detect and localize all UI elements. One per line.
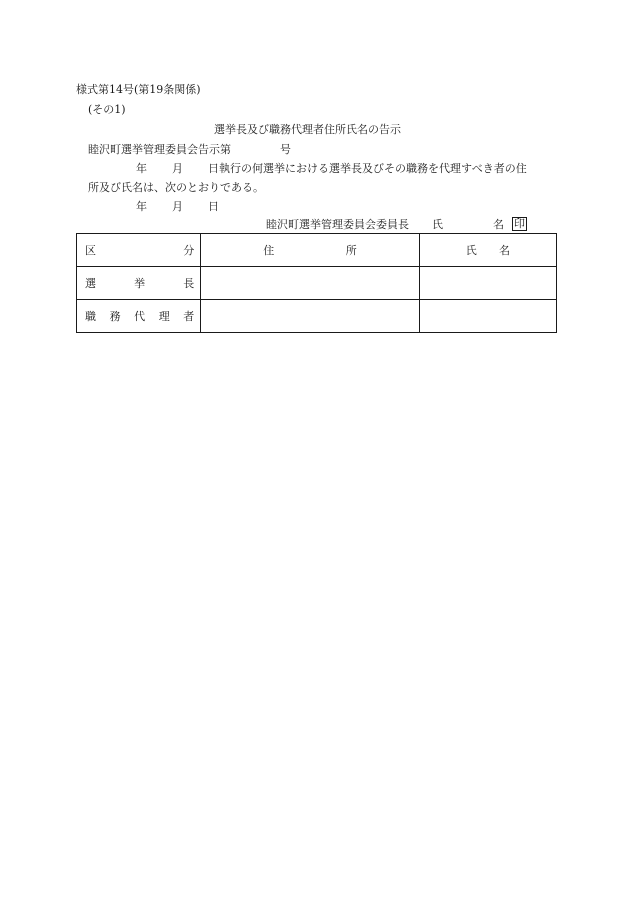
header-shimei-char2: 名: [499, 244, 510, 257]
signature-mei: 名: [493, 218, 504, 231]
notice-issuer: 睦沢町選挙管理委員会告示第: [88, 143, 231, 156]
header-kubun-char2: 分: [183, 244, 195, 257]
issue-date-year: 年: [136, 200, 147, 213]
label-char: 挙: [134, 277, 146, 290]
notice-title: 選挙長及び職務代理者住所氏名の告示: [214, 123, 401, 136]
signature-title: 睦沢町選挙管理委員会委員長: [266, 218, 409, 231]
row-address-cell[interactable]: [201, 300, 419, 333]
body-month: 月: [172, 162, 183, 175]
signature-shi: 氏: [432, 218, 443, 231]
header-kubun: [77, 234, 201, 267]
label-char: 代: [134, 310, 146, 323]
label-char: 職: [85, 310, 96, 323]
seal-mark: [508, 217, 527, 231]
row-name-cell[interactable]: [419, 300, 556, 333]
notice-number-suffix: 号: [280, 143, 291, 156]
header-kubun-char1: 区: [85, 244, 96, 257]
label-char: 務: [109, 310, 121, 323]
body-year: 年: [136, 162, 147, 175]
row-name-cell[interactable]: [419, 267, 556, 300]
table-header-row: [77, 234, 557, 267]
body-text-line2: 所及び氏名は、次のとおりである。: [88, 181, 264, 194]
issue-date-day: 日: [208, 200, 219, 213]
row-address-cell[interactable]: [201, 267, 419, 300]
form-number: 様式第14号(第19条関係): [76, 83, 201, 96]
seal-stamp: 印: [514, 217, 525, 230]
notice-table: [76, 233, 557, 333]
issue-date-month: 月: [172, 200, 183, 213]
row-label-senkyocho: [77, 267, 201, 300]
form-part: (その1): [88, 103, 126, 116]
header-jusho: [201, 234, 419, 267]
label-char: 選: [85, 277, 96, 290]
header-jusho-char2: 所: [345, 244, 357, 257]
table-row: [77, 300, 557, 333]
label-char: 者: [183, 310, 195, 323]
row-label-shokumu-dairisha: [77, 300, 201, 333]
table-row: [77, 267, 557, 300]
label-char: 長: [183, 277, 195, 290]
header-shimei: [419, 234, 556, 267]
label-char: 理: [158, 310, 170, 323]
header-shimei-char1: 氏: [465, 244, 477, 257]
header-jusho-char1: 住: [263, 244, 275, 257]
body-text-line1: 日執行の何選挙における選挙長及びその職務を代理すべき者の住: [208, 162, 527, 175]
